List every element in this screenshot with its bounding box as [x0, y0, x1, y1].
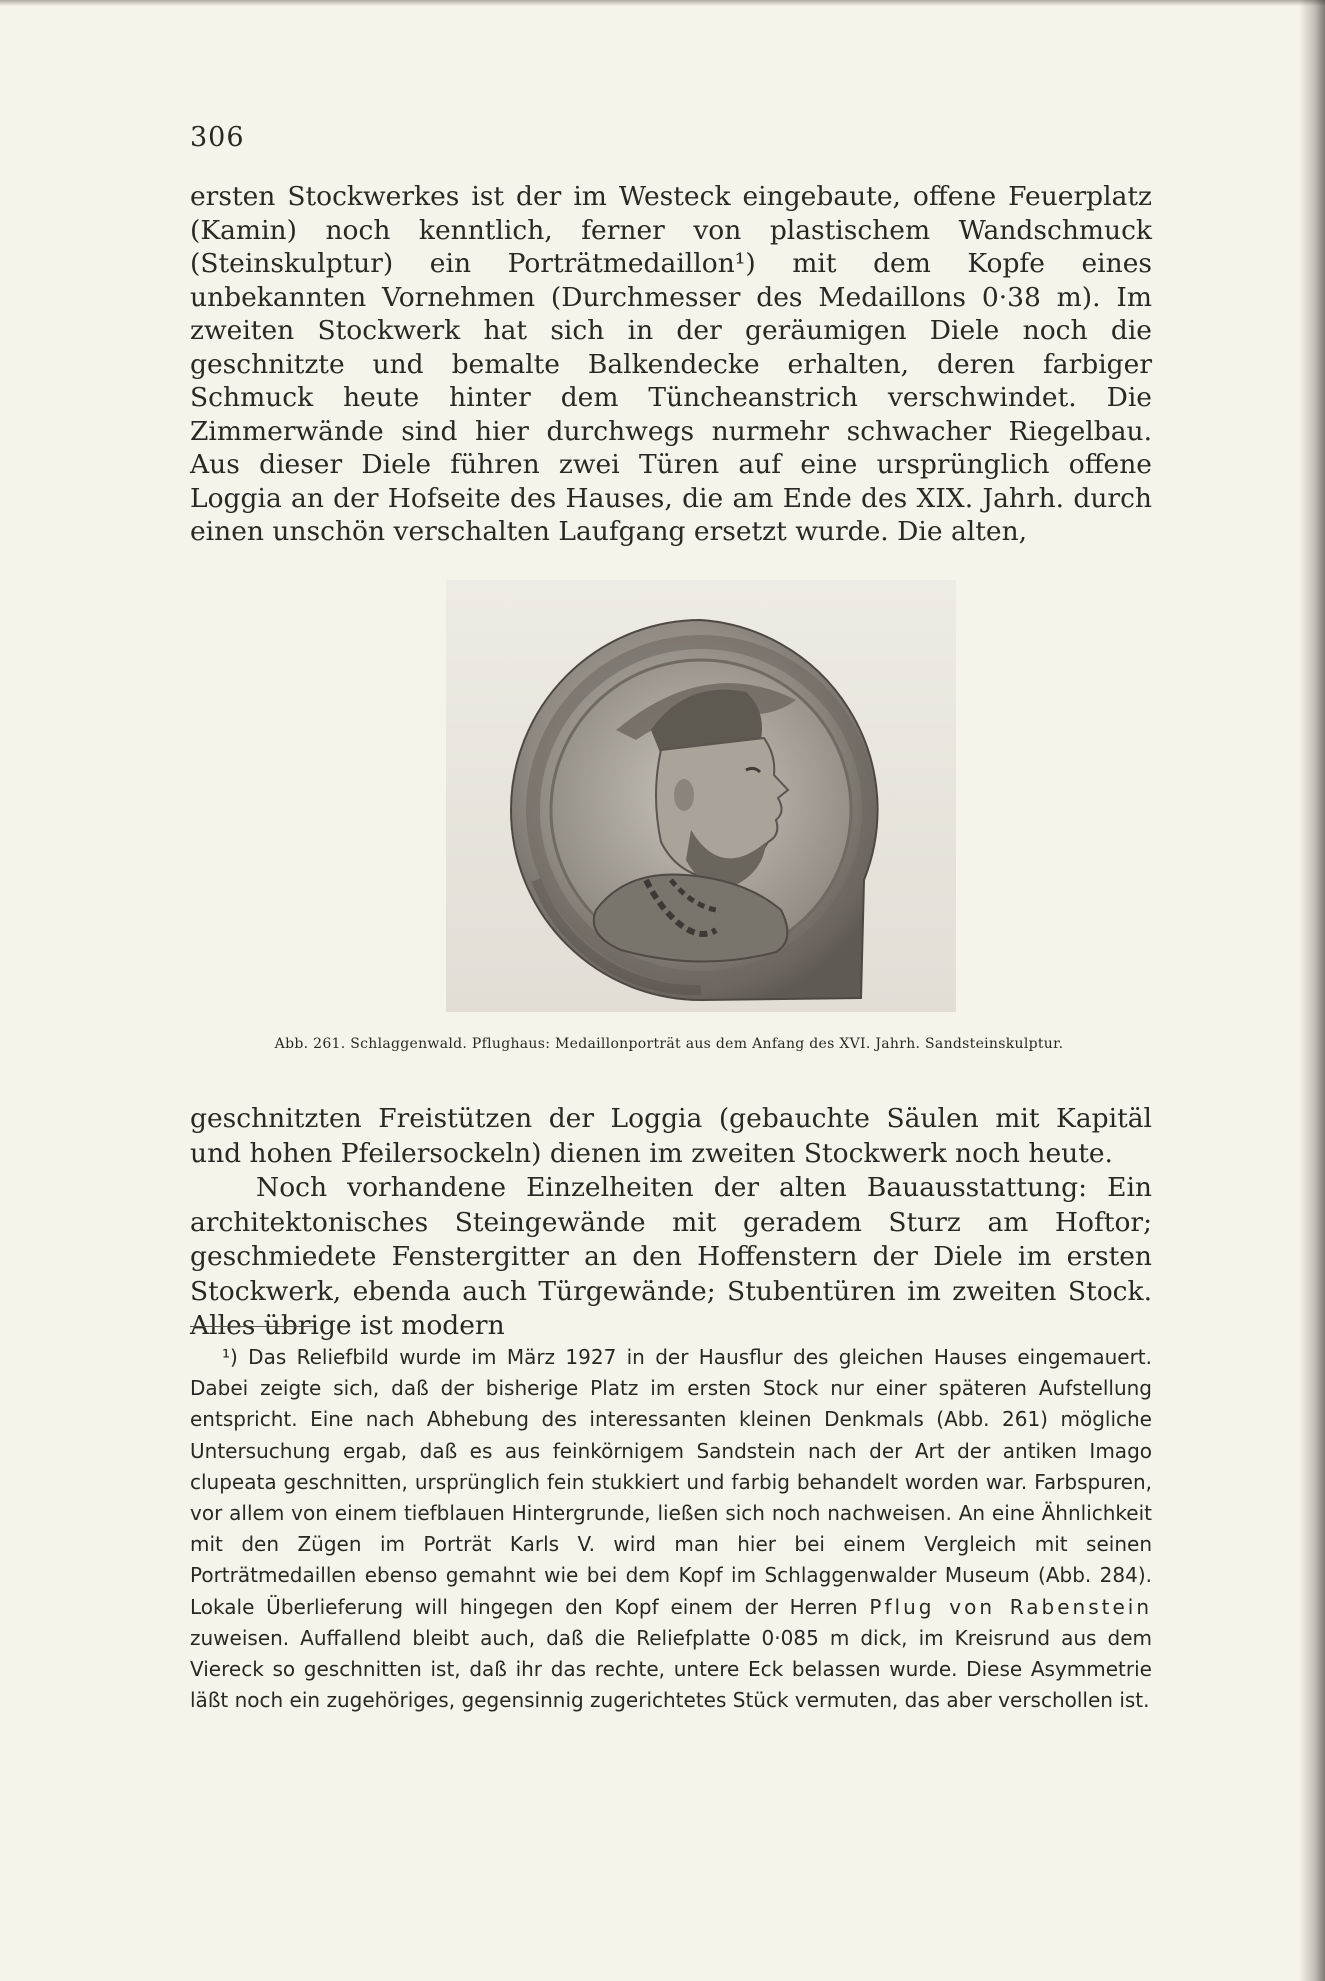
- page-right-edge-shadow: [1299, 0, 1325, 1981]
- page-number: 306: [190, 122, 245, 153]
- figure-medallion-photo: [446, 580, 956, 1012]
- body-paragraph: ersten Stockwerkes ist der im Westeck eingebaute, offene Feuerplatz (Kamin) noch kenntlich, ferner von plastischem Wandschmuck (Steinskulptur) ein Porträtmedaillon¹) mit dem Kopfe eines unbekannten Vornehmen (Durchmesser des Medaillons 0·38 m). Im zweiten Stockwerk hat sich in der geräumigen Diele noch die geschnitzte und bemalte Balkendecke erhalten, deren farbiger Schmuck heute hinter dem Tüncheanstrich verschwindet. Die Zimmerwände sind hier durchwegs nurmehr schwacher Riegelbau. Aus dieser Diele führen zwei Türen auf eine ursprünglich offene Loggia an der Hofseite des Hauses, die am Ende des XIX. Jahrh. durch einen unschön verschalten Laufgang ersetzt wurde. Die alten,: [190, 181, 1152, 547]
- footnote-name-spaced: Pflug von Rabenstein: [869, 1594, 1152, 1619]
- footnote-paragraph: [190, 1342, 1152, 1716]
- ear: [674, 779, 694, 811]
- main-text-block: [190, 180, 1152, 549]
- footnote: [190, 1342, 1152, 1716]
- body-paragraph: geschnitzten Freistützen der Loggia (gebauchte Säulen mit Kapitäl und hohen Pfeilersockeln) dienen im zweiten Stockwerk noch heute.: [190, 1103, 1152, 1169]
- footnote-text: ¹) Das Reliefbild wurde im März 1927 in der Hausflur des gleichen Hauses eingemauert. Dabei zeigte sich, daß der bisherige Platz im ersten Stock nur einer späteren Aufstellung entspricht. Eine nach Abhebung des interessanten kleinen Denkmals (Abb. 261) mögliche Untersuchung ergab, daß es aus feinkörnigem Sandstein nach der Art der antiken Imago clupeata geschnitten, ursprünglich fein stukkiert und farbig behandelt worden war. Farbspuren, vor allem von einem tiefblauen Hintergrunde, ließen sich noch nachweisen. An eine Ähnlichkeit mit den Zügen im Porträt Karls V. wird man hier bei einem Vergleich mit seinen Porträtmedaillen ebenso gemahnt wie bei dem Kopf im Schlaggenwalder Museum (Abb. 284). Lokale Überlieferung will hingegen den Kopf einem der Herren: [190, 1345, 1152, 1619]
- figure-caption: Abb. 261. Schlaggenwald. Pflughaus: Medaillonporträt aus dem Anfang des XVI. Jahrh. Sandsteinskulptur.: [274, 1036, 1064, 1052]
- footnote-text: zuweisen. Auffallend bleibt auch, daß die Reliefplatte 0·085 m dick, im Kreisrund aus dem Viereck so geschnitten ist, daß ihr das rechte, untere Eck belassen wurde. Diese Asymmetrie läßt noch ein zugehöriges, gegensinnig zugerichtetes Stück vermuten, das aber verschollen ist.: [190, 1625, 1152, 1713]
- footnote-divider: [190, 1326, 314, 1327]
- page-top-edge: [0, 0, 1325, 6]
- body-paragraph: Noch vorhandene Einzelheiten der alten Bauausstattung: Ein architektonisches Steingewände mit geradem Sturz am Hoftor; geschmiedete Fenstergitter an den Hoffenstern der Diele im ersten Stockwerk, ebenda auch Türgewände; Stubentüren im zweiten Stock. Alles übrige ist modern: [190, 1172, 1152, 1341]
- continued-text-block: [190, 1102, 1152, 1344]
- medallion-relief-image: [446, 580, 956, 1012]
